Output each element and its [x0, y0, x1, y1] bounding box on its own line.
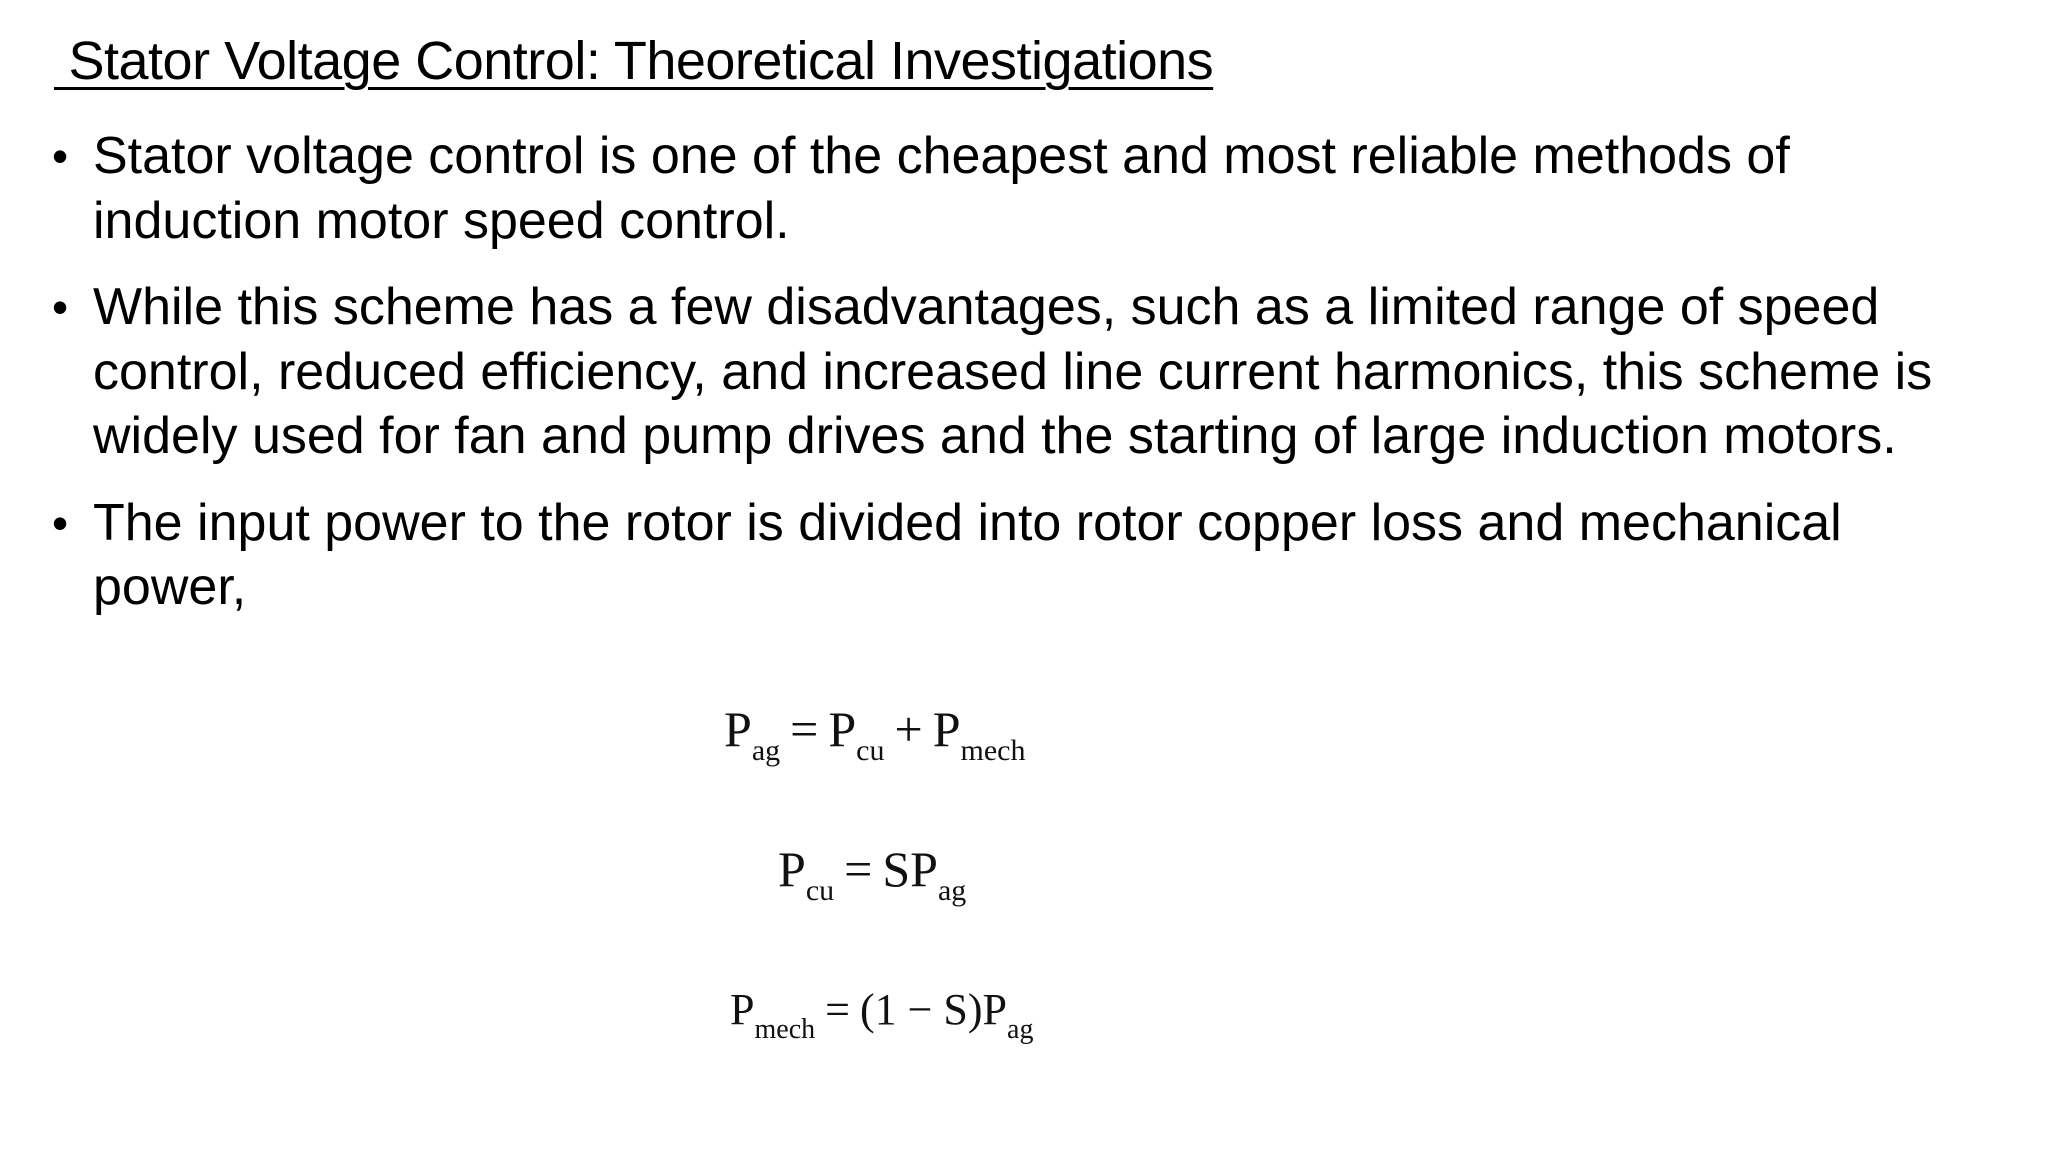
bullet-text: While this scheme has a few disadvantages, such as a limited range of speed control, reduced efficiency, and increased line current harmonics, this scheme is widely used for fan and pump drives and the starting of large induction motors. [93, 278, 1933, 465]
eq-symbol: SP [882, 841, 938, 897]
eq-subscript: mech [960, 734, 1026, 767]
bullet-marker: • [52, 281, 69, 333]
eq-symbol: (1 − S)P [859, 985, 1008, 1034]
bullet-item [48, 491, 2008, 620]
equation-air-gap-power [724, 700, 1026, 767]
eq-symbol: P [724, 701, 752, 757]
bullet-list [48, 124, 2008, 642]
eq-symbol: P [828, 701, 857, 757]
eq-subscript: ag [751, 734, 781, 767]
eq-operator: = [790, 701, 819, 757]
slide-title: Stator Voltage Control: Theoretical Investigations [54, 31, 1214, 91]
eq-operator: = [844, 841, 873, 897]
eq-subscript: cu [805, 874, 835, 907]
bullet-marker: • [52, 496, 69, 549]
bullet-text: The input power to the rotor is divided into rotor copper loss and mechanical power, [93, 493, 1842, 616]
eq-operator: + [894, 701, 923, 757]
equation-mechanical-power [730, 984, 1034, 1045]
eq-subscript: cu [856, 734, 885, 767]
eq-symbol: P [730, 985, 755, 1034]
eq-subscript: ag [1007, 1014, 1034, 1045]
bullet-item [48, 275, 2008, 469]
bullet-marker: • [52, 130, 69, 182]
eq-symbol: P [932, 701, 961, 757]
eq-symbol: P [778, 841, 806, 897]
bullet-text: Stator voltage control is one of the cheapest and most reliable methods of induction motor speed control. [93, 127, 1790, 250]
eq-subscript: ag [937, 874, 967, 907]
equation-copper-loss [778, 840, 967, 907]
bullet-item [48, 124, 2008, 253]
eq-operator: = [825, 985, 850, 1034]
eq-subscript: mech [754, 1014, 816, 1045]
